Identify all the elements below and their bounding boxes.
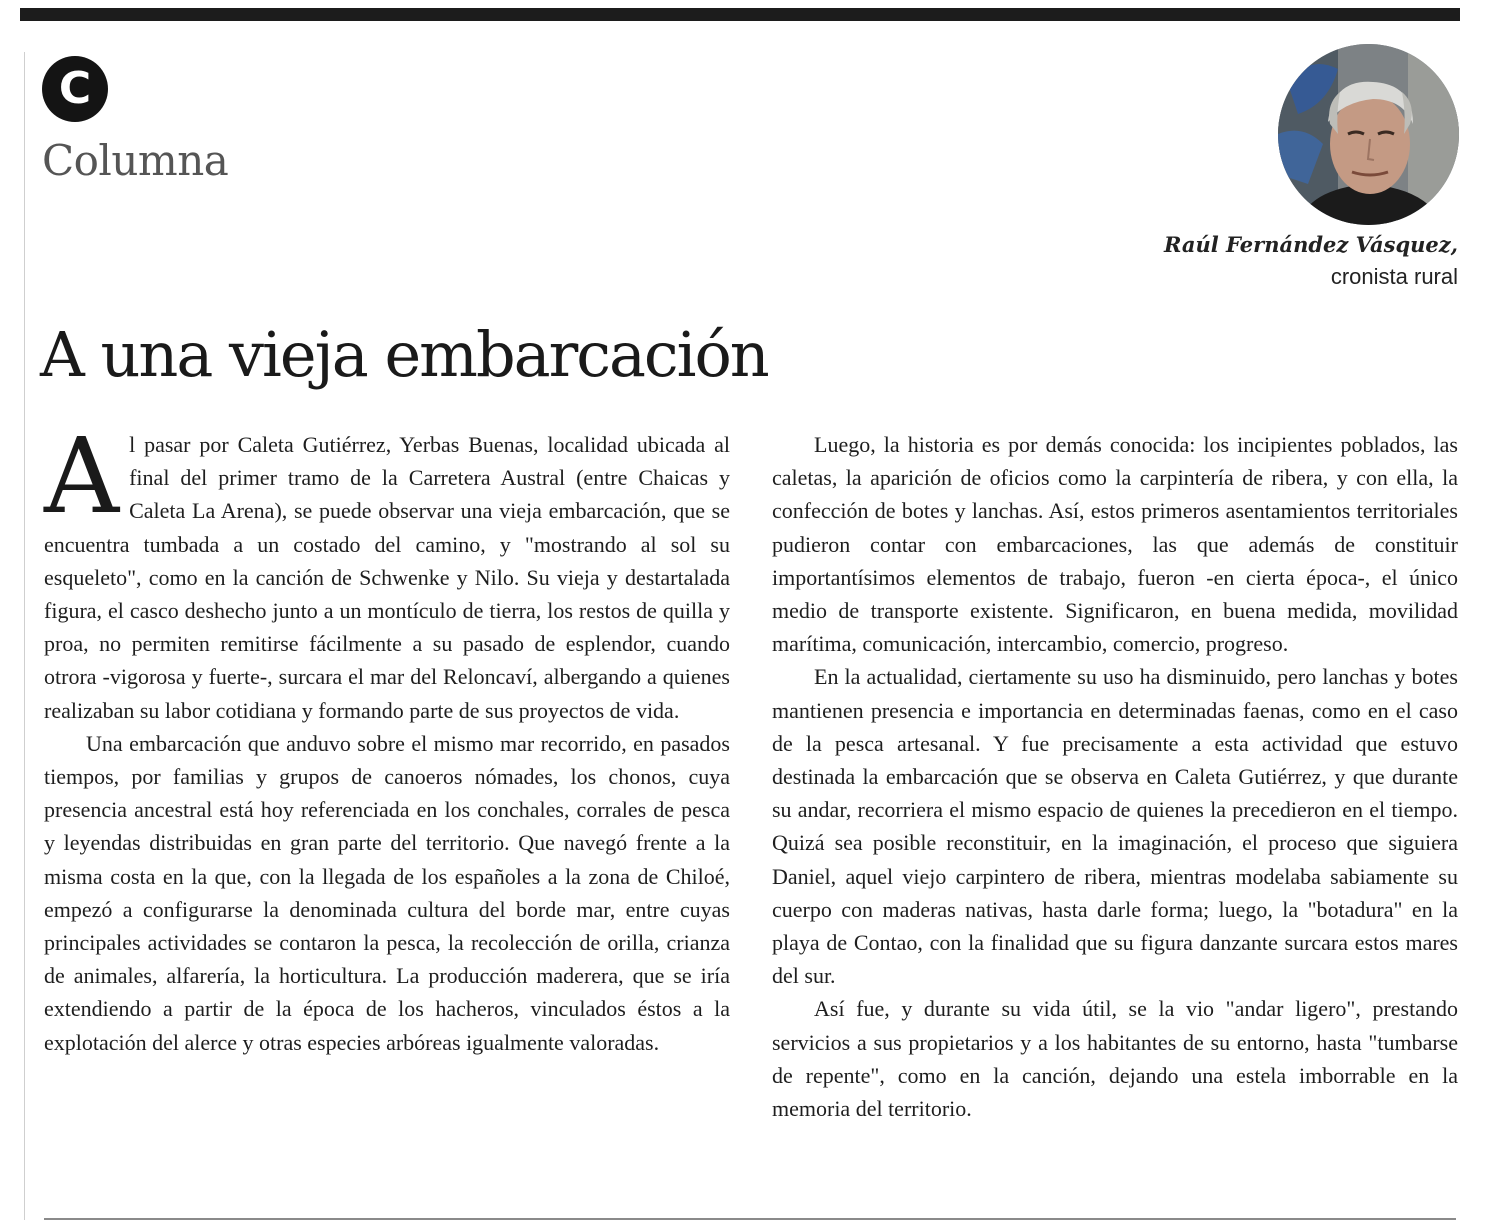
section-badge: C bbox=[42, 56, 108, 122]
article-headline: A una vieja embarcación bbox=[40, 318, 768, 391]
article-column-left bbox=[44, 415, 730, 1059]
article-column-right bbox=[772, 428, 1458, 1125]
left-margin-rule bbox=[24, 52, 25, 1220]
article-paragraph: Al pasar por Caleta Gutiérrez, Yerbas Buenas, localidad ubicada al final del primer tramo de la Carretera Austral (entre Chaicas y Caleta La Arena), se puede observar una vieja embarcación, que se encuentra tumbada a un costado del camino, y "mostrando al sol su esqueleto", como en la canción de Schwenke y Nilo. Su vieja y destartalada figura, el casco deshecho junto a un montículo de tierra, los restos de quilla y proa, no permiten remitirse fácilmente a su pasado de esplendor, cuando otrora -vigorosa y fuerte-, surcara el mar del Reloncaví, albergando a quienes realizaban su labor cotidiana y formando parte de sus proyectos de vida. bbox=[44, 415, 730, 723]
top-rule bbox=[20, 8, 1460, 21]
article-paragraph: Así fue, y durante su vida útil, se la vio "andar ligero", prestando servicios a sus propietarios y a los habitantes de su entorno, hasta "tumbarse de repente", como en la canción, dejando una estela imborrable en la memoria del territorio. bbox=[772, 996, 1458, 1122]
author-avatar bbox=[1278, 44, 1459, 225]
article-paragraph: Luego, la historia es por demás conocida: los incipientes poblados, las caletas, la aparición de oficios como la carpintería de ribera, y con ella, la confección de botes y lanchas. Así, estos primeros asentamientos territoriales pudieron contar con embarcaciones, las que además de constituir importantísimos elementos de trabajo, fueron -en cierta época-, el único medio de transporte existente. Significaron, en buena medida, movilidad marítima, comunicación, intercambio, comercio, progreso. bbox=[772, 432, 1458, 657]
drop-cap: A bbox=[44, 415, 120, 537]
author-portrait-icon bbox=[1278, 44, 1459, 225]
article-paragraph: En la actualidad, ciertamente su uso ha disminuido, pero lanchas y botes mantienen presencia e importancia en determinadas faenas, como en el caso de la pesca artesanal. Y fue precisamente a esta actividad que estuvo destinada la embarcación que se observa en Caleta Gutiérrez, y que durante su andar, recorriera el mismo espacio de quienes la precedieron en el tiempo. Quizá sea posible reconstituir, en la imaginación, el proceso que siguiera Daniel, aquel viejo carpintero de ribera, mientras modelaba sabiamente su cuerpo con maderas nativas, hasta darle forma; luego, la "botadura" en la playa de Contao, con la finalidad que su figura danzante surcara estos mares del sur. bbox=[772, 664, 1458, 989]
author-name: Raúl Fernández Vásquez, bbox=[1163, 232, 1458, 257]
article-paragraph: Una embarcación que anduvo sobre el mismo mar recorrido, en pasados tiempos, por familias y grupos de canoeros nómades, los chonos, cuya presencia ancestral está hoy referenciada en los conchales, corrales de pesca y leyendas distribuidas en gran parte del territorio. Que navegó frente a la misma costa en la que, con la llegada de los españoles a la zona de Chiloé, empezó a configurarse la denominada cultura del borde mar, entre cuyas principales actividades se contaron la pesca, la recolección de orilla, crianza de animales, alfarería, la horticultura. La producción maderera, que se iría extendiendo a partir de la época de los hacheros, vinculados éstos a la explotación del alerce y otras especies arbóreas igualmente valoradas. bbox=[44, 730, 730, 1055]
author-role: cronista rural bbox=[1330, 264, 1458, 289]
bottom-rule bbox=[44, 1218, 1456, 1220]
section-label: Columna bbox=[42, 136, 229, 185]
